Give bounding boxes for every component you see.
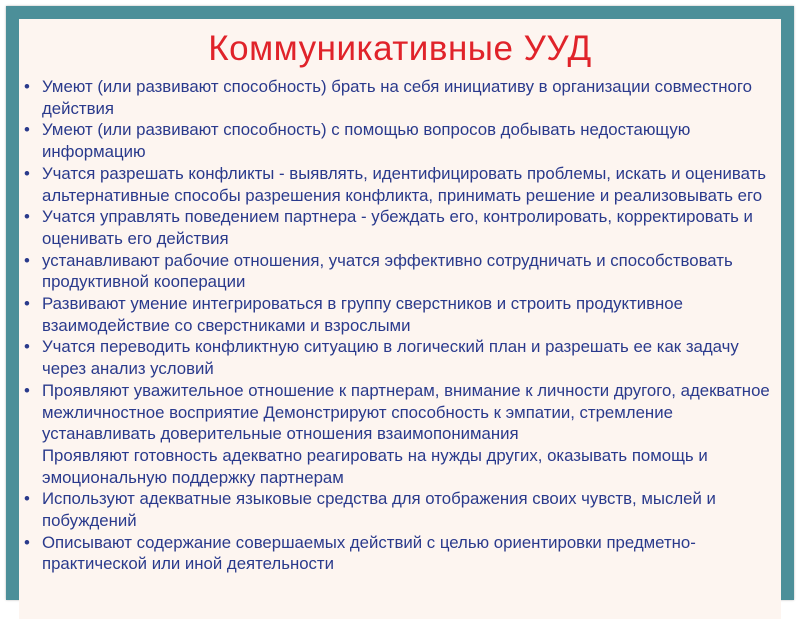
bullet-item [24,250,775,293]
bullet-item [24,293,775,336]
bullet-text: Учатся управлять поведением партнера - убеждать его, контролировать, корректировать и оценивать его действия [42,207,753,248]
bullet-text: Учатся разрешать конфликты - выявлять, идентифицировать проблемы, искать и оценивать альтернативные способы разрешения конфликта, принимать решение и реализовывать его [42,163,767,205]
bullet-item [42,445,775,488]
bullet-text: Проявляют уважительное отношение к партнерам, внимание к личности другого, адекватное межличностное восприятие Демонстрируют способность к эмпатии, стремление устанавливать доверительные отношения взаимопонимания [42,380,770,444]
bullet-item [24,119,775,162]
bullet-item [24,76,775,119]
bullet-dot-icon: • [24,380,30,400]
bullet-text: Умеют (или развивают способность) с помощью вопросов добывать недостающую информацию [42,120,691,162]
bullet-item [24,206,775,249]
bullet-dot-icon: • [24,207,30,227]
bullet-item [24,336,775,379]
bullet-dot-icon: • [24,163,30,183]
bullet-item [24,163,775,206]
bullet-text: Используют адекватные языковые средства для отображения своих чувств, мыслей и побуждений [42,489,716,531]
bullet-item [24,380,775,445]
slide-panel [19,19,781,619]
bullet-item [24,532,775,575]
bullet-dot-icon: • [24,120,30,140]
bullet-dot-icon: • [24,532,30,552]
bullet-text: устанавливают рабочие отношения, учатся эффективно сотрудничать и способствовать продуктивной кооперации [42,250,733,292]
bullet-text: Развивают умение интегрироваться в группу сверстников и строить продуктивное взаимодействие со сверстниками и взрослыми [42,294,683,335]
bullet-item [24,488,775,531]
bullet-dot-icon: • [24,77,30,96]
bullet-dot-icon: • [24,337,30,357]
bullet-text: Учатся переводить конфликтную ситуацию в логический план и разрешать ее как задачу через анализ условий [42,337,739,379]
slide-frame [6,6,794,600]
bullet-dot-icon: • [24,294,30,314]
bullet-dot-icon: • [24,250,30,270]
slide-title: Коммуникативные УУД [208,29,592,68]
bullet-text: Умеют (или развивают способность) брать на себя инициативу в организации совместного действия [42,77,752,118]
bullet-text: Описывают содержание совершаемых действий с целью ориентировки предметно-практической или иной деятельности [42,532,696,574]
bullet-list [24,76,775,575]
bullet-text: Проявляют готовность адекватно реагировать на нужды других, оказывать помощь и эмоциональную поддержку партнерам [42,445,708,487]
bullet-dot-icon: • [24,489,30,509]
